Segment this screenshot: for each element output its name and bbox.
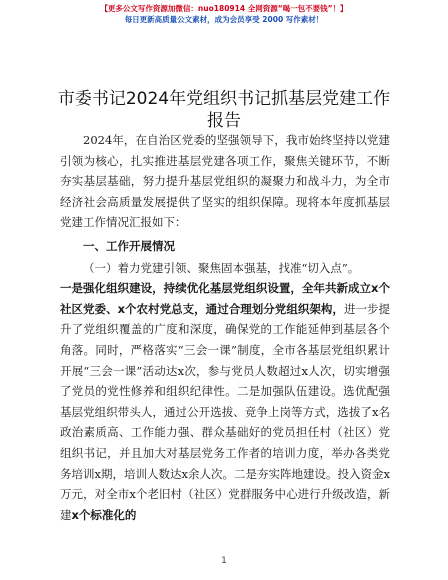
promo-banner — [0, 3, 448, 25]
promo-line-1: 【更多公文写作资源加微信：nuo180914 全网资源“喝一包不要钱”！】 — [100, 4, 348, 13]
body-paragraph — [60, 278, 390, 525]
document-body — [60, 130, 390, 525]
document-title: 市委书记2024年党组织书记抓基层党建工作报告 — [57, 89, 391, 131]
subsection-heading: （一）着力党建引领、聚焦固本强基，找准“切入点”。 — [83, 260, 360, 275]
intro-paragraph: 2024年，在自治区党委的坚强领导下，我市始终坚持以党建引领为核心，扎实推进基层党建各项工作，聚焦关键环节，不断夯实基层基础，努力提升基层党组织的凝聚力和战斗力，为全市经济社会高质量发展提供了坚实的组织保障。现将本年度抓基层党建工作情况汇报如下： — [60, 133, 390, 230]
page-number: 1 — [221, 556, 227, 566]
paragraph-lead: 一是强化组织建设，持续优化基层党组织设置，全年共新成立x个社区党委、x个农村党总支，通过合理划分党组织架构， — [60, 281, 390, 316]
promo-line-2: 每日更新高质量公文素材，成为会员享受 2000 写作素材！ — [124, 15, 324, 24]
paragraph-body: 进一步提升了党组织覆盖的广度和深度，确保党的工作能延伸到基层各个角落。同时，严格落实“三会一课”制度，全市各基层党组织累计开展“三会一课”活动达x次，参与党员人数超过x人次，切实增强了党员的党性修养和组织纪律性。二是加强队伍建设。选优配强基层党组织带头人，通过公开选拔、竞争上岗等方式，选拔了x名政治素质高、工作能力强、群众基础好的党员担任村（社区）党组织书记，并且加大对基层党务工作者的培训力度，举办各类党务培训x期，培训人数达x余人次。二是夯实阵地建设。投入资金x万元，对全市x个老旧村（社区）党群服务中心进行升级改造，新建 — [60, 301, 390, 522]
section-heading: 一、工作开展情况 — [83, 238, 175, 253]
paragraph-tail: x个标准化的 — [71, 507, 137, 522]
